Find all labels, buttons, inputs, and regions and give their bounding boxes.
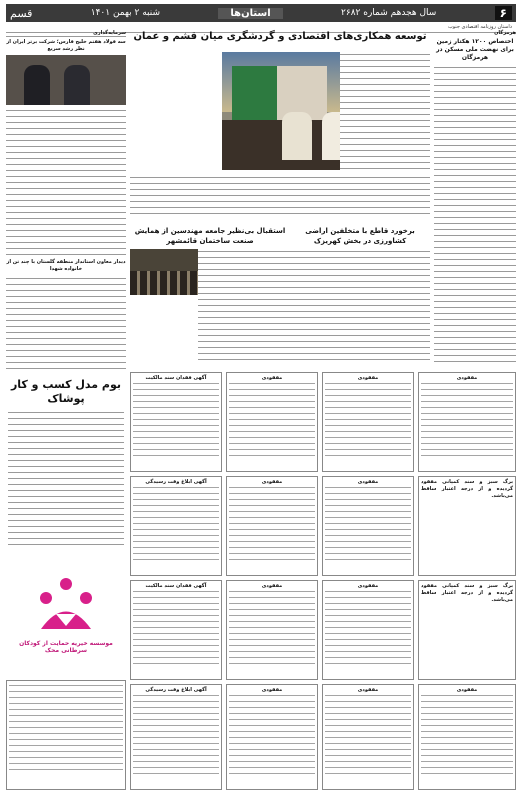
ad-lost-10: مفقودی: [418, 684, 516, 790]
ad-lost-2: مفقودی: [322, 372, 414, 472]
charity-logo-icon: [31, 574, 101, 634]
ad-announcement-1: آگهی فقدان سند مالکیت: [130, 372, 222, 472]
ad-announcement-2: آگهی فقدان سند مالکیت: [130, 580, 222, 680]
ad-lost-9: مفقودی: [322, 684, 414, 790]
sub-caption: داستان روزنامه اقتصادی جنوب: [448, 24, 512, 30]
ad-lost-3: مفقودی: [418, 372, 516, 472]
ad-lost-card-2: برگ سبز و سند کمپانی مفقود گردیده و از درجه اعتبار ساقط می‌باشد.: [418, 580, 516, 680]
mid-right-headline: برخورد قاطع با متخلفین اراضی کشاورزی در بخش کهریزک: [305, 227, 415, 245]
mid-left-headline: استقبال بی‌نظیر جامعه مهندسین از همایش صنعت ساختمان قائمشهر: [134, 227, 286, 245]
ad-lost-4: مفقودی: [226, 476, 318, 576]
issue-line: سال هجدهم شماره ۲۶۸۲: [341, 8, 437, 18]
left-photo: [6, 55, 126, 105]
charity-ad: [6, 566, 126, 676]
newspaper-logo: قسم: [10, 6, 33, 20]
lead-body-right: [340, 52, 430, 172]
page-number: ۶: [495, 6, 512, 20]
ad-lost-7: مفقودی: [322, 580, 414, 680]
left-box-title: سرمایه‌گذاری: [6, 30, 126, 37]
masthead: [6, 4, 516, 22]
date-line: شنبه ۲ بهمن ۱۴۰۱: [90, 8, 161, 18]
right-body: [434, 65, 516, 365]
ad-lost-5: مفقودی: [322, 476, 414, 576]
business-model-body: [8, 410, 124, 550]
ad-summons-2: آگهی ابلاغ وقت رسیدگی: [130, 684, 222, 790]
mid-right-story: [290, 226, 430, 366]
section-title: استان‌ها: [218, 8, 282, 19]
charity-name: موسسه خیریه حمایت از کودکان سرطانی محک: [19, 640, 113, 654]
bottom-left-notice: [6, 680, 126, 790]
left-body: [6, 108, 126, 256]
ad-lost-card-1: برگ سبز و سند کمپانی مفقود گردیده و از درجه اعتبار ساقط می‌باشد.: [418, 476, 516, 576]
business-model-title: بوم مدل کسب و کار پوشاک: [10, 378, 122, 405]
mid-right-body: [290, 249, 430, 361]
lead-story: [130, 30, 430, 220]
lead-body-bottom: [130, 175, 430, 217]
right-kicker: هرمزگان: [494, 30, 516, 36]
right-headline: اختصاص ۱۲۰۰ هکتار زمین برای نهضت ملی مسکن در هرمزگان: [436, 38, 514, 61]
lead-headline: توسعه همکاری‌های اقتصادی و گردشگری میان قشم و عمان: [133, 31, 427, 42]
mid-left-body: [198, 249, 290, 361]
ad-lost-8: مفقودی: [226, 684, 318, 790]
mid-left-photo: [130, 249, 198, 295]
left-caption: سه فولاد هفتم خلیج فارس؛ شرکت برتر ایران از نظر رشد سریع: [6, 39, 126, 52]
right-column: [434, 30, 516, 365]
business-model-ad: [6, 372, 126, 562]
ad-lost-1: مفقودی: [226, 372, 318, 472]
ad-lost-6: مفقودی: [226, 580, 318, 680]
left-column: [6, 30, 126, 365]
ads-section: [6, 372, 516, 792]
ad-summons-1: آگهی ابلاغ وقت رسیدگی: [130, 476, 222, 576]
mid-left-story: [130, 226, 290, 366]
left-news-title: دیدار معاون استاندار منطقه گلستان با چند تن از خانواده شهدا: [6, 259, 126, 272]
